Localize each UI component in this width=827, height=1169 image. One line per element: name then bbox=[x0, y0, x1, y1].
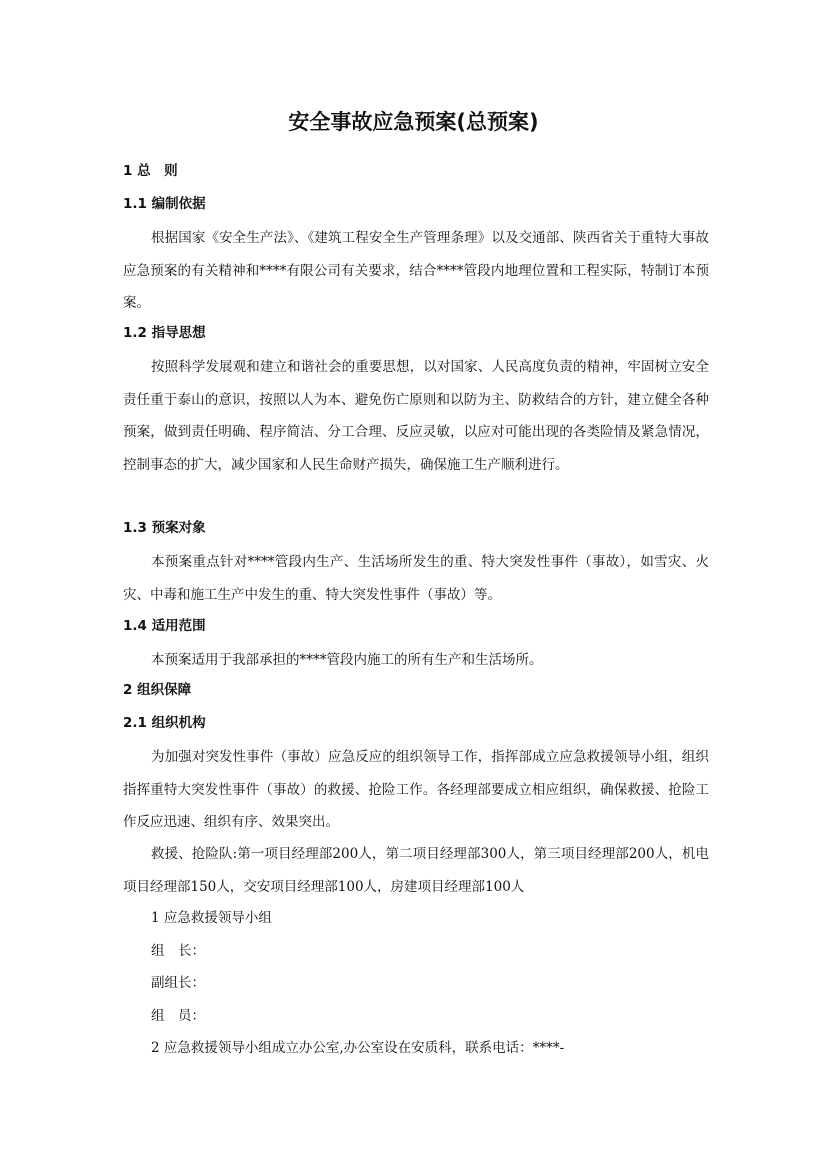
section-2-1-heading: 2.1 组织机构 bbox=[123, 715, 206, 731]
section-2-1-paragraph-rescue-teams: 救援、抢险队:第一项目经理部200人，第二项目经理部300人，第三项目经理部200人，机电项目经理部150人，交安项目经理部100人，房建项目经理部100人 bbox=[123, 846, 709, 895]
section-1-2-heading: 1.2 指导思想 bbox=[123, 325, 206, 341]
group-leader-line: 组 长： bbox=[151, 943, 205, 959]
item-emergency-leading-group: 1 应急救援领导小组 bbox=[151, 910, 272, 926]
section-1-3-heading: 1.3 预案对象 bbox=[123, 520, 206, 536]
section-1-1-heading: 1.1 编制依据 bbox=[123, 196, 206, 212]
section-2-1-paragraph-organization: 为加强对突发性事件（事故）应急反应的组织领导工作，指挥部成立应急救援领导小组，组织指挥重特大突发性事件（事故）的救援、抢险工作。各经理部要成立相应组织，确保救援、抢险工作反应迅速、组织有序、效果突出。 bbox=[123, 749, 709, 830]
group-members-line: 组 员： bbox=[151, 1008, 205, 1024]
deputy-leader-line: 副组长： bbox=[151, 975, 205, 991]
section-1-2-paragraph: 按照科学发展观和建立和谐社会的重要思想，以对国家、人民高度负责的精神，牢固树立安全责任重于泰山的意识，按照以人为本、避免伤亡原则和以防为主、防救结合的方针，建立健全各种预案，做到责任明确、程序简洁、分工合理、反应灵敏，以应对可能出现的各类险情及紧急情况，控制事态的扩大，减少国家和人民生命财产损失，确保施工生产顺利进行。 bbox=[123, 359, 709, 473]
document-title: 安全事故应急预案(总预案) bbox=[288, 110, 539, 134]
section-1-3-paragraph: 本预案重点针对****管段内生产、生活场所发生的重、特大突发性事件（事故），如雪灾、火灾、中毒和施工生产中发生的重、特大突发性事件（事故）等。 bbox=[123, 554, 709, 603]
section-1-heading: 1 总 则 bbox=[123, 163, 178, 179]
section-1-1-paragraph: 根据国家《安全生产法》、《建筑工程安全生产管理条理》以及交通部、陕西省关于重特大事故应急预案的有关精神和****有限公司有关要求，结合****管段内地理位置和工程实际，特制订本预案。 bbox=[123, 230, 709, 311]
item-office-contact: 2 应急救援领导小组成立办公室,办公室设在安质科，联系电话：****- bbox=[151, 1040, 565, 1056]
section-2-heading: 2 组织保障 bbox=[123, 682, 192, 698]
section-1-4-paragraph: 本预案适用于我部承担的****管段内施工的所有生产和生活场所。 bbox=[151, 652, 543, 668]
section-1-4-heading: 1.4 适用范围 bbox=[123, 618, 206, 634]
